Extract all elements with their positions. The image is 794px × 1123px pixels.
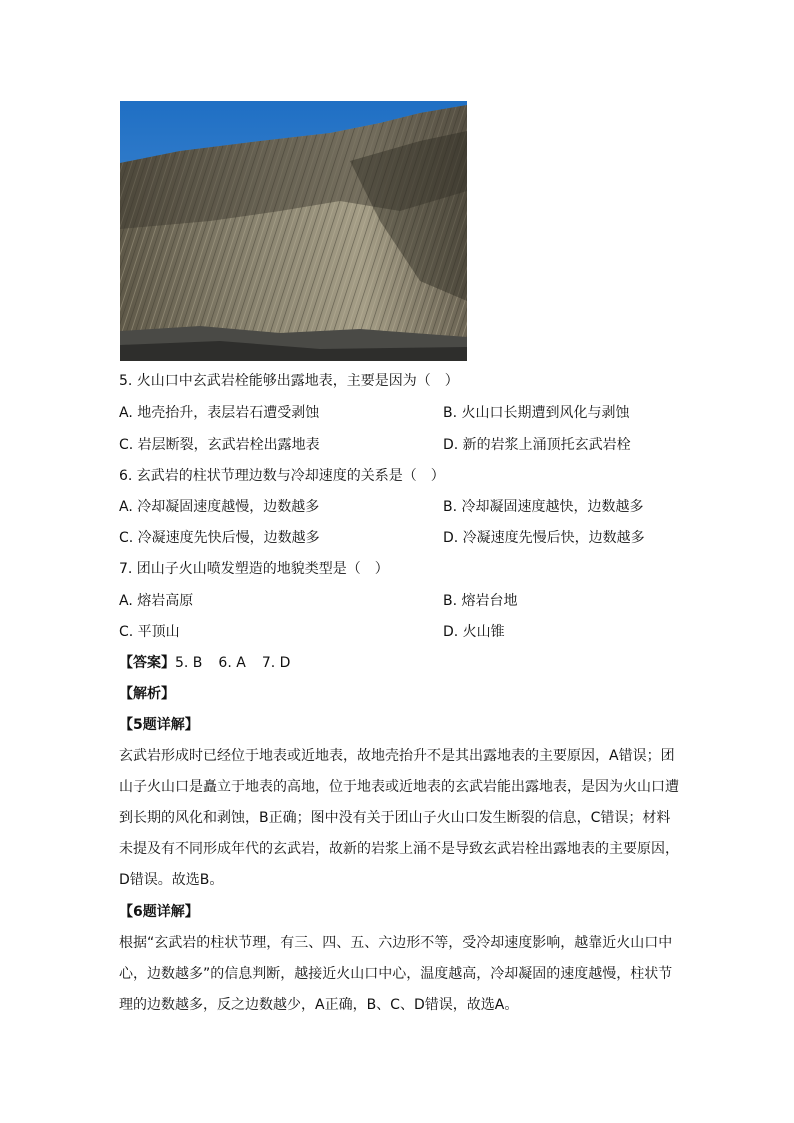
text-line: 未提及有不同形成年代的玄武岩，故新的岩浆上涌不是导致玄武岩栓出露地表的主要原因， — [119, 841, 679, 857]
question-5-option-a: A. 地壳抬升，表层岩石遭受剥蚀 — [119, 405, 320, 421]
text-line: 心，边数越多”的信息判断，越接近火山口中心，温度越高，冷却凝固的速度越慢，柱状节 — [119, 966, 673, 982]
answer-label: 【答案】 — [119, 655, 175, 671]
question-6-stem: 6. 玄武岩的柱状节理边数与冷却速度的关系是（ ） — [119, 468, 445, 484]
question-5-option-d: D. 新的岩浆上涌顶托玄武岩栓 — [443, 437, 631, 453]
question-5-option-b: B. 火山口长期遭到风化与剥蚀 — [443, 405, 630, 421]
question-6-option-b: B. 冷却凝固速度越快，边数越多 — [443, 499, 644, 515]
text-line: D错误。故选B。 — [119, 872, 224, 888]
answer-line — [119, 653, 306, 673]
detail-5-text — [119, 741, 679, 896]
question-5-stem: 5. 火山口中玄武岩栓能够出露地表，主要是因为（ ） — [119, 373, 459, 389]
answer-item: 6. A — [218, 655, 246, 671]
text-line: 理的边数越多，反之边数越少，A正确，B、C、D错误，故选A。 — [119, 997, 519, 1013]
answer-item: 5. B — [175, 655, 203, 671]
analysis-label: 【解析】 — [119, 686, 175, 702]
answer-item: 7. D — [261, 655, 291, 671]
question-7-option-c: C. 平顶山 — [119, 624, 180, 640]
question-5-option-c: C. 岩层断裂，玄武岩栓出露地表 — [119, 437, 320, 453]
question-7-option-b: B. 熔岩台地 — [443, 593, 518, 609]
text-line: 玄武岩形成时已经位于地表或近地表，故地壳抬升不是其出露地表的主要原因，A错误；团 — [119, 748, 675, 764]
question-6-option-a: A. 冷却凝固速度越慢，边数越多 — [119, 499, 320, 515]
basalt-cliff-photo — [120, 101, 467, 361]
detail-6-text — [119, 928, 679, 1021]
detail-5-label: 【5题详解】 — [119, 717, 199, 733]
question-7-option-d: D. 火山锥 — [443, 624, 505, 640]
question-6-option-d: D. 冷凝速度先慢后快，边数越多 — [443, 530, 645, 546]
text-line: 根据“玄武岩的柱状节理，有三、四、五、六边形不等，受冷却速度影响，越靠近火山口中 — [119, 935, 673, 951]
question-7-option-a: A. 熔岩高原 — [119, 593, 194, 609]
text-line: 山子火山口是矗立于地表的高地，位于地表或近地表的玄武岩能出露地表，是因为火山口遭 — [119, 779, 679, 795]
detail-6-label: 【6题详解】 — [119, 904, 199, 920]
text-line: 到长期的风化和剥蚀，B正确；图中没有关于团山子火山口发生断裂的信息，C错误；材料 — [119, 810, 671, 826]
question-6-option-c: C. 冷凝速度先快后慢，边数越多 — [119, 530, 320, 546]
question-7-stem: 7. 团山子火山喷发塑造的地貌类型是（ ） — [119, 561, 389, 577]
